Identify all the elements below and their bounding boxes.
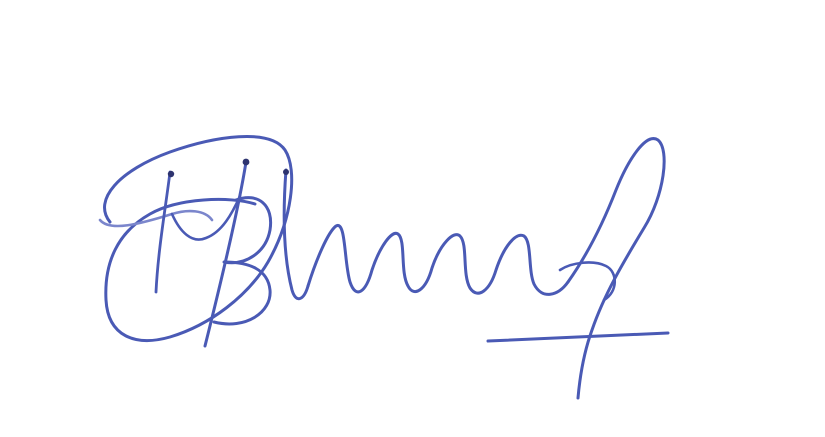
signature-dot-l [283, 169, 289, 175]
signature-stroke-l [284, 170, 308, 299]
signature-stroke-first-vertical [156, 172, 170, 292]
signature-stroke-final-f [568, 139, 664, 398]
signature-dot-b [243, 159, 250, 166]
signature-stroke-left-flourish [100, 211, 212, 226]
signature-stroke-b-stem [205, 162, 246, 346]
signature-dot-left [168, 171, 174, 177]
signature-stroke-b-bowl [214, 198, 271, 324]
signature-stroke-underline [488, 333, 668, 341]
signature-stroke-loops [308, 225, 568, 294]
